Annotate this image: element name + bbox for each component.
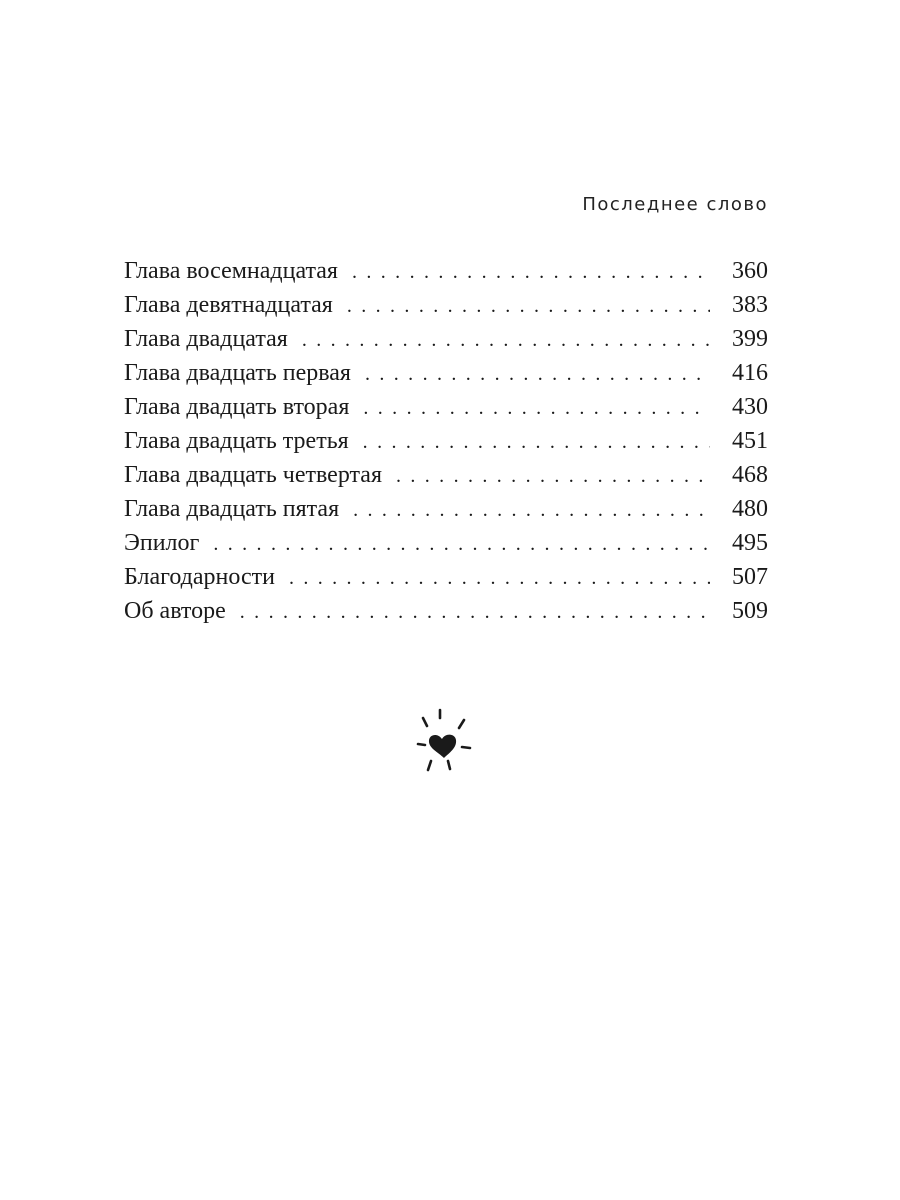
toc-entry-title: Благодарности (124, 564, 275, 590)
toc-entry-title: Глава двадцатая (124, 326, 288, 352)
toc-dot-leader (353, 493, 710, 527)
toc-entry-page: 416 (732, 360, 768, 386)
toc-dot-leader (347, 289, 710, 323)
toc-entry (124, 492, 768, 526)
toc-entry-title: Глава двадцать первая (124, 360, 351, 386)
toc-entry (124, 288, 768, 322)
toc-entry-page: 509 (732, 598, 768, 624)
heart-icon (412, 706, 476, 778)
toc-dot-leader (363, 391, 710, 425)
toc-dot-leader (302, 323, 710, 357)
toc-entry (124, 560, 768, 594)
toc-entry-page: 495 (732, 530, 768, 556)
toc-entry-title: Глава восемнадцатая (124, 258, 338, 284)
toc-entry-page: 399 (732, 326, 768, 352)
toc-entry (124, 526, 768, 560)
toc-entry-title: Глава двадцать третья (124, 428, 349, 454)
toc-entry (124, 458, 768, 492)
toc-entry-page: 480 (732, 496, 768, 522)
toc-dot-leader (363, 425, 710, 459)
toc-dot-leader (213, 527, 710, 561)
toc-entry (124, 594, 768, 628)
toc-entry-page: 507 (732, 564, 768, 590)
toc-entry-title: Глава двадцать вторая (124, 394, 350, 420)
toc-entry (124, 356, 768, 390)
toc-entry-title: Глава девятнадцатая (124, 292, 333, 318)
toc-entry-page: 383 (732, 292, 768, 318)
running-header: Последнее слово (582, 194, 768, 215)
toc-entry (124, 390, 768, 424)
toc-entry-title: Об авторе (124, 598, 226, 624)
toc-entry (124, 322, 768, 356)
toc-entry-page: 451 (732, 428, 768, 454)
toc-dot-leader (289, 561, 710, 595)
toc-entry-title: Глава двадцать четвертая (124, 462, 382, 488)
toc-entry-title: Глава двадцать пятая (124, 496, 340, 522)
toc-dot-leader (365, 357, 710, 391)
toc-entry (124, 424, 768, 458)
table-of-contents (124, 254, 768, 628)
toc-entry-title: Эпилог (124, 530, 200, 556)
toc-dot-leader (240, 595, 710, 629)
toc-dot-leader (352, 255, 710, 289)
toc-dot-leader (396, 459, 710, 493)
toc-entry-page: 468 (732, 462, 768, 488)
toc-entry-page: 360 (732, 258, 768, 284)
toc-entry (124, 254, 768, 288)
toc-entry-page: 430 (732, 394, 768, 420)
